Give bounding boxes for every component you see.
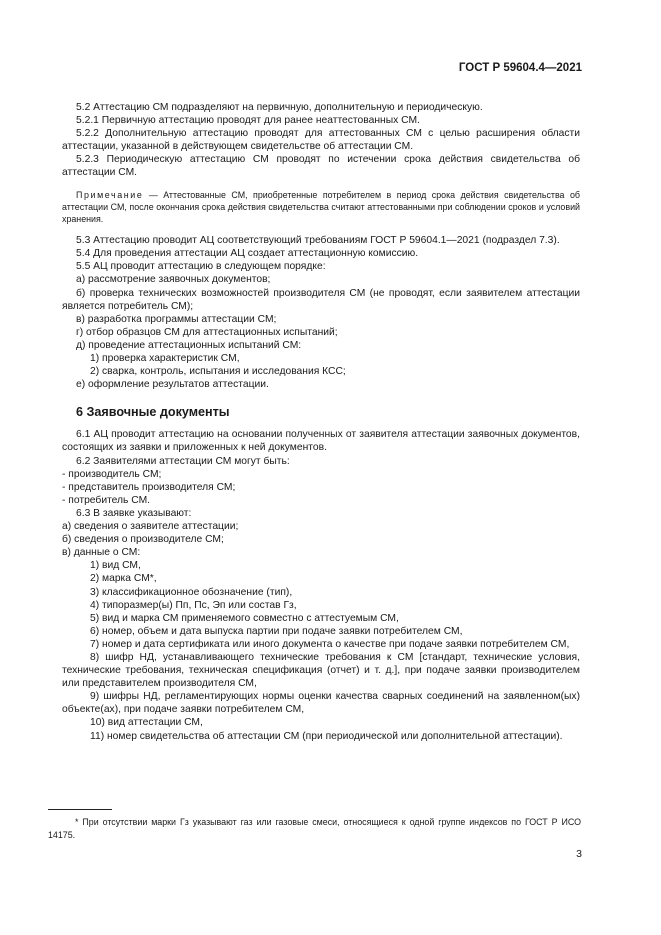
footnote-divider (48, 809, 112, 810)
note-text: — Аттестованные СМ, приобретенные потребителем в период срока действия свидетельства об аттестации СМ, после окончания срока действия свидетельства считают аттестованными при соблюдении сроков и условий хранения. (62, 189, 580, 224)
page-number: 3 (576, 848, 582, 860)
list-item: - производитель СМ; (62, 468, 162, 480)
sub-list-item: 10) вид аттестации СМ, (90, 717, 203, 729)
sub-list-item: 7) номер и дата сертификата или иного документа о качестве при подаче заявки потребителем СМ, (90, 638, 570, 650)
sub-list-item: 1) вид СМ, (90, 560, 141, 572)
list-item: - представитель производителя СМ; (62, 481, 236, 493)
clause-6-3: 6.3 В заявке указывают: (76, 507, 192, 519)
list-item: д) проведение аттестационных испытаний СМ: (76, 339, 302, 351)
clause-5-4: 5.4 Для проведения аттестации АЦ создает аттестационную комиссию. (76, 248, 419, 260)
sub-list-item: 3) классификационное обозначение (тип), (90, 586, 293, 598)
list-item: б) сведения о производителе СМ; (62, 534, 224, 546)
sub-list-item: 2) сварка, контроль, испытания и исследования КСС; (90, 366, 346, 378)
clause-5-2-1: 5.2.1 Первичную аттестацию проводят для ранее неаттестованных СМ. (76, 115, 420, 127)
document-header: ГОСТ Р 59604.4—2021 (458, 62, 582, 74)
note (62, 189, 580, 226)
sub-list-item: 4) типоразмер(ы) Пп, Пс, Эп или состав Гз, (90, 599, 297, 611)
clause-6-1: 6.1 АЦ проводит аттестацию на основании полученных от заявителя аттестации заявочных документов, состоящих из заявки и приложенных к ней документов. (62, 429, 580, 454)
sub-list-item: 2) марка СМ*, (90, 573, 157, 585)
list-item: а) рассмотрение заявочных документов; (76, 274, 271, 286)
sub-list-item: 8) шифр НД, устанавливающего технические требования к СМ [стандарт, технические условия, технические требования, техническая спецификация (отчет) и т. д.], при подаче заявки производителем или представителем производителя СМ, (62, 651, 580, 690)
sub-list-item: 1) проверка характеристик СМ, (90, 353, 240, 365)
list-item: е) оформление результатов аттестации. (76, 379, 269, 391)
sub-list-item: 11) номер свидетельства об аттестации СМ (при периодической или дополнительной аттестации). (90, 730, 563, 742)
sub-list-item: 9) шифры НД, регламентирующих нормы оценки качества сварных соединений на заявленном(ых) объекте(ах), при подаче заявки потребителем СМ, (62, 691, 580, 716)
sub-list-item: 6) номер, объем и дата выпуска партии при подаче заявки потребителем СМ, (90, 625, 463, 637)
footnote: * При отсутствии марки Гз указывают газ или газовые смеси, относящиеся к одной группе индексов по ГОСТ Р ИСО 14175. (48, 817, 581, 840)
clause-6-2: 6.2 Заявителями аттестации СМ могут быть: (76, 455, 290, 467)
sub-list-item: 5) вид и марка СМ применяемого совместно с аттестуемым СМ, (90, 612, 399, 624)
note-label: Примечание (76, 189, 144, 200)
clause-5-2-2: 5.2.2 Дополнительную аттестацию проводят для аттестованных СМ с целью расширения области аттестации, указанной в действующем свидетельстве об аттестации СМ. (62, 128, 580, 153)
list-item: - потребитель СМ. (62, 494, 151, 506)
clause-5-5: 5.5 АЦ проводит аттестацию в следующем порядке: (76, 261, 326, 273)
list-item: г) отбор образцов СМ для аттестационных испытаний; (76, 326, 338, 338)
list-item: а) сведения о заявителе аттестации; (62, 521, 239, 533)
list-item: в) разработка программы аттестации СМ; (76, 313, 277, 325)
clause-5-2-3: 5.2.3 Периодическую аттестацию СМ проводят по истечении срока действия свидетельства об аттестации СМ. (62, 154, 580, 179)
list-item: в) данные о СМ: (62, 547, 141, 559)
clause-5-3: 5.3 Аттестацию проводит АЦ соответствующий требованиям ГОСТ Р 59604.1—2021 (подраздел 7.3). (76, 235, 560, 247)
page-body (62, 101, 580, 743)
section-heading: 6 Заявочные документы (76, 405, 230, 420)
clause-5-2: 5.2 Аттестацию СМ подразделяют на первичную, дополнительную и периодическую. (76, 102, 483, 113)
list-item: б) проверка технических возможностей производителя СМ (не проводят, если заявителем аттестации является потребитель СМ); (62, 287, 580, 312)
